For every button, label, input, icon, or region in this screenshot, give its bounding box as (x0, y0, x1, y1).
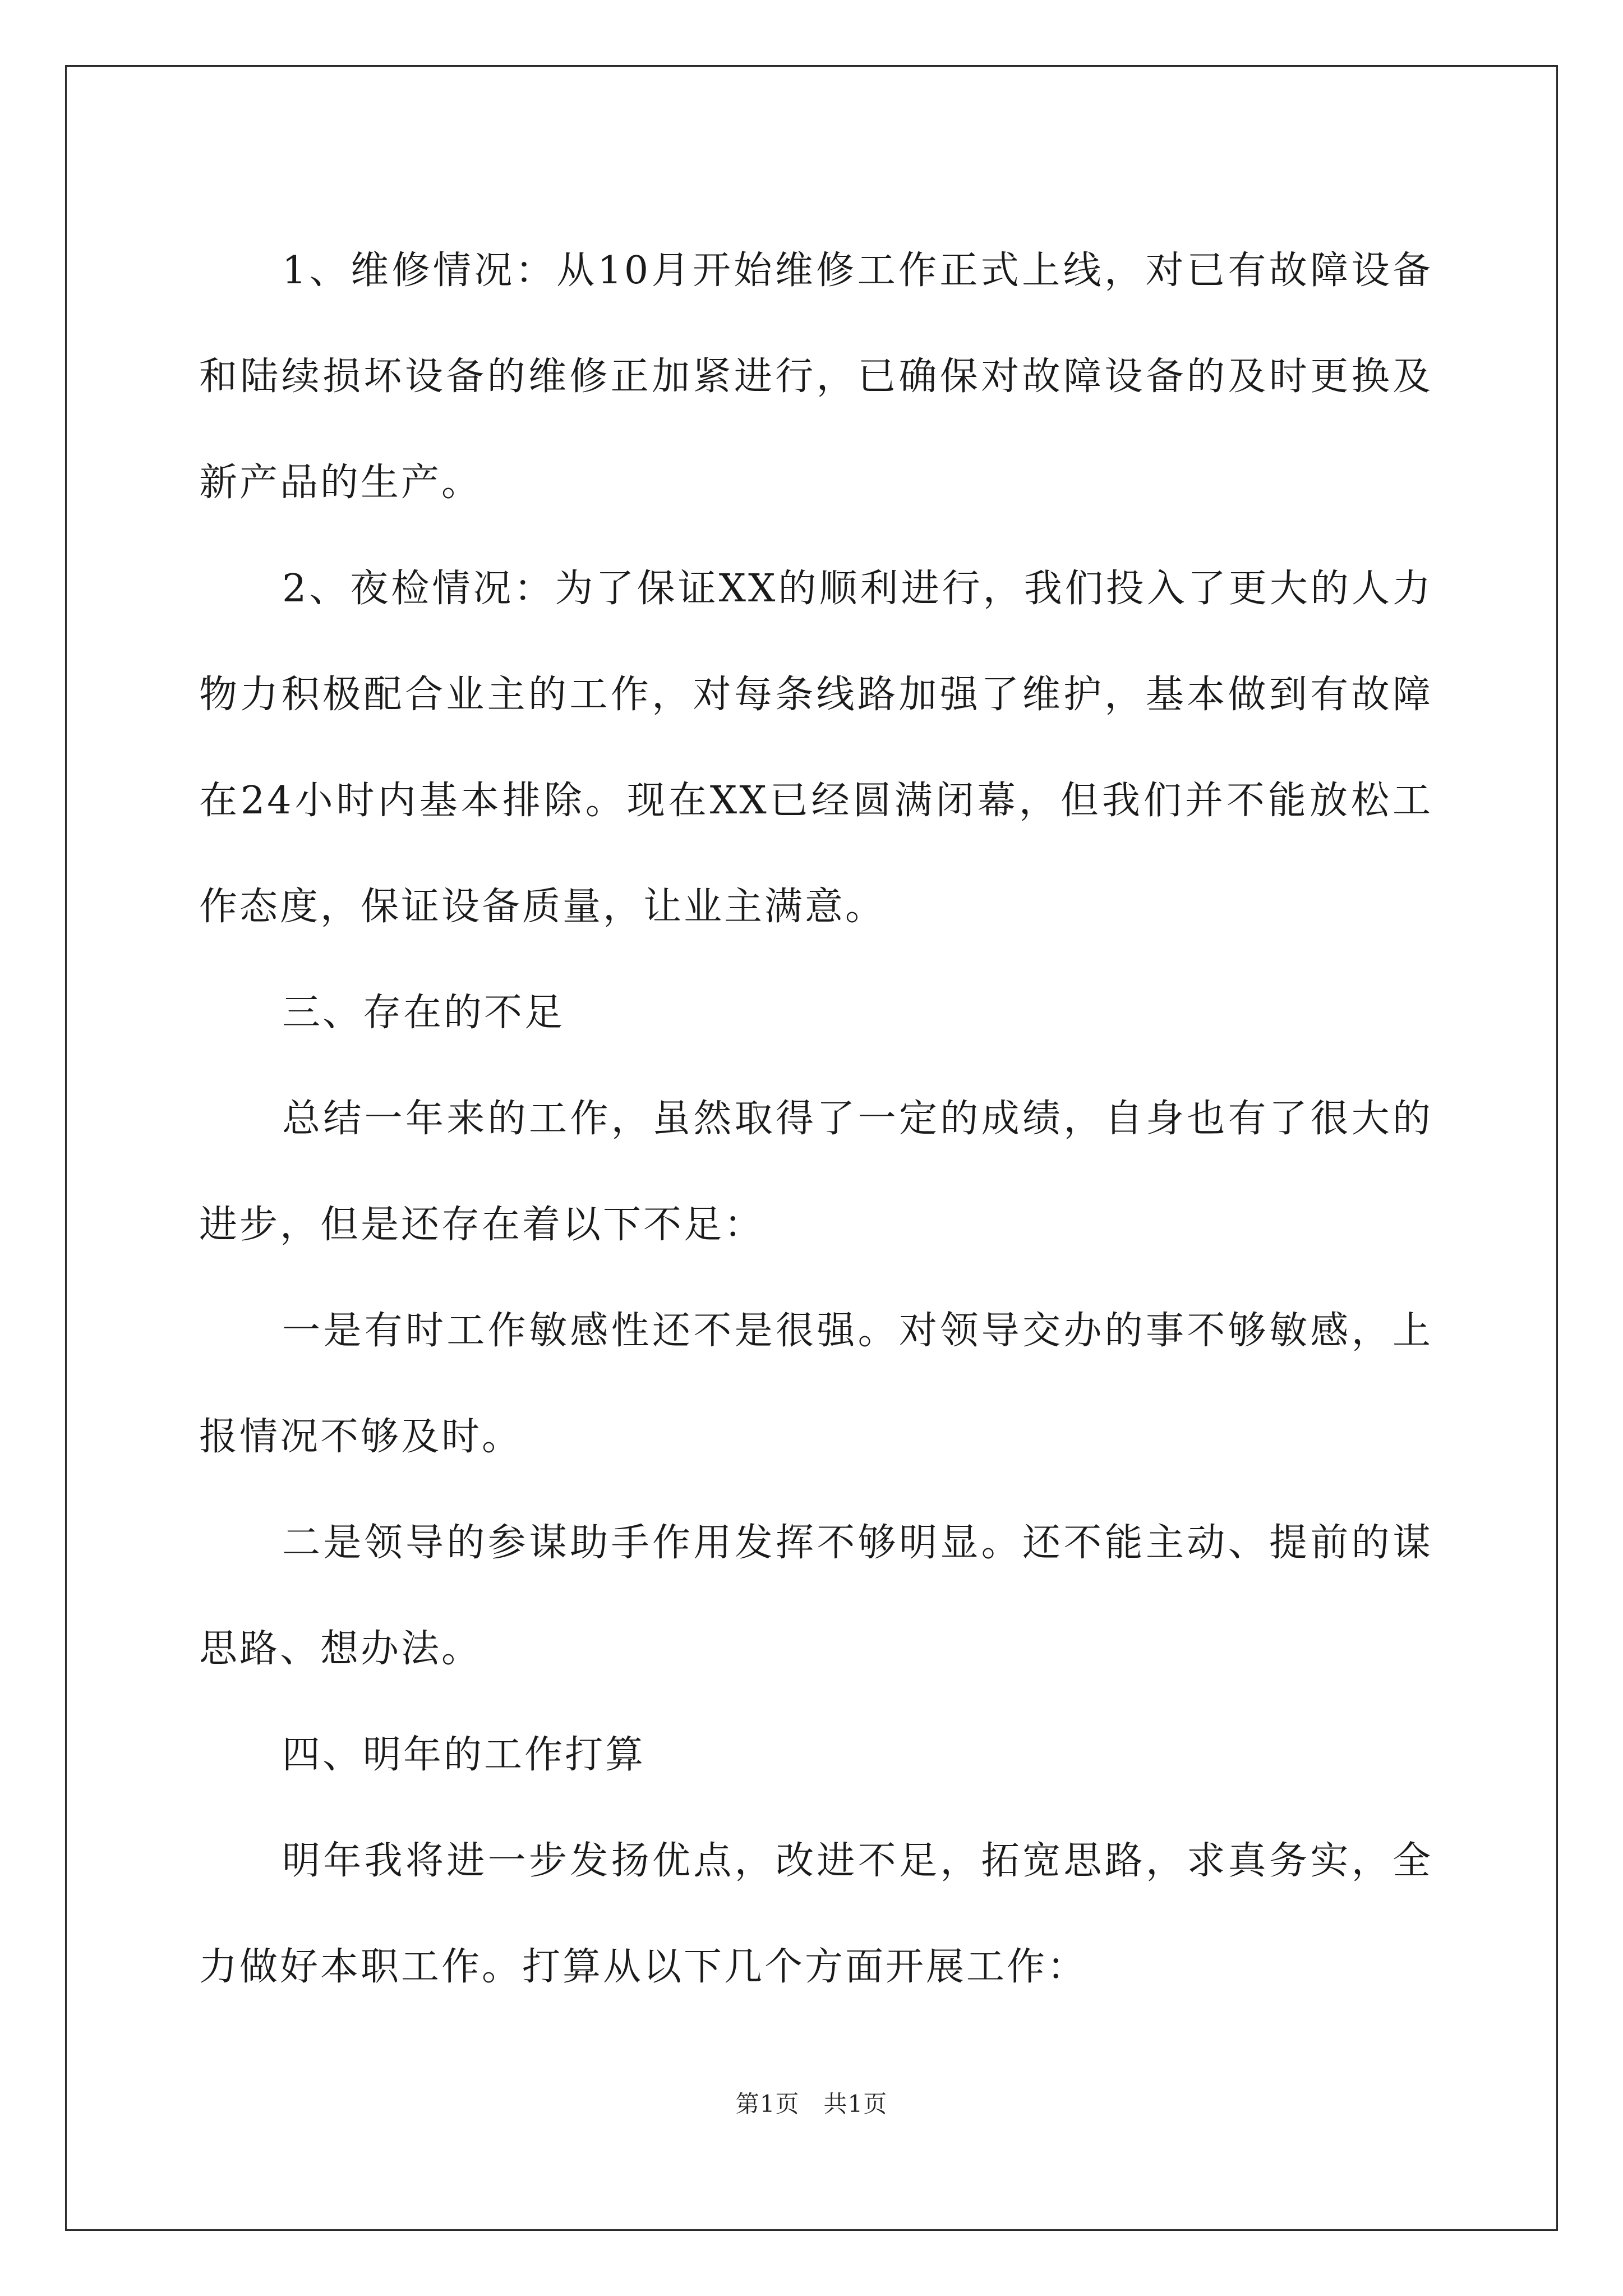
heading-next-year-plan: 四、明年的工作打算 (282, 1733, 646, 1777)
heading-shortcomings: 三、存在的不足 (282, 991, 565, 1035)
paragraph-summary: 总结一年来的工作，虽然取得了一定的成绩，自身也有了很大的进步，但是还存在着以下不足： (199, 1097, 1433, 1247)
page-number-footer: 第1页 共1页 (735, 2090, 888, 2118)
paragraph-maintenance: 1、维修情况：从10月开始维修工作正式上线，对已有故障设备和陆续损坏设备的维修正加紧进行，已确保对故障设备的及时更换及新产品的生产。 (199, 249, 1433, 505)
paragraph-night-inspection: 2、夜检情况：为了保证XX的顺利进行，我们投入了更大的人力物力积极配合业主的工作，对每条线路加强了维护，基本做到有故障在24小时内基本排除。现在XX已经圆满闭幕，但我们并不能放松工作态度，保证设备质量，让业主满意。 (199, 567, 1433, 929)
paragraph-shortcoming-one: 一是有时工作敏感性还不是很强。对领导交办的事不够敏感，上报情况不够及时。 (199, 1309, 1433, 1459)
paragraph-shortcoming-two: 二是领导的参谋助手作用发挥不够明显。还不能主动、提前的谋思路、想办法。 (199, 1521, 1433, 1671)
paragraph-next-year: 明年我将进一步发扬优点，改进不足，拓宽思路，求真务实，全力做好本职工作。打算从以下几个方面开展工作： (199, 1839, 1433, 1989)
document-body (199, 218, 1433, 2020)
